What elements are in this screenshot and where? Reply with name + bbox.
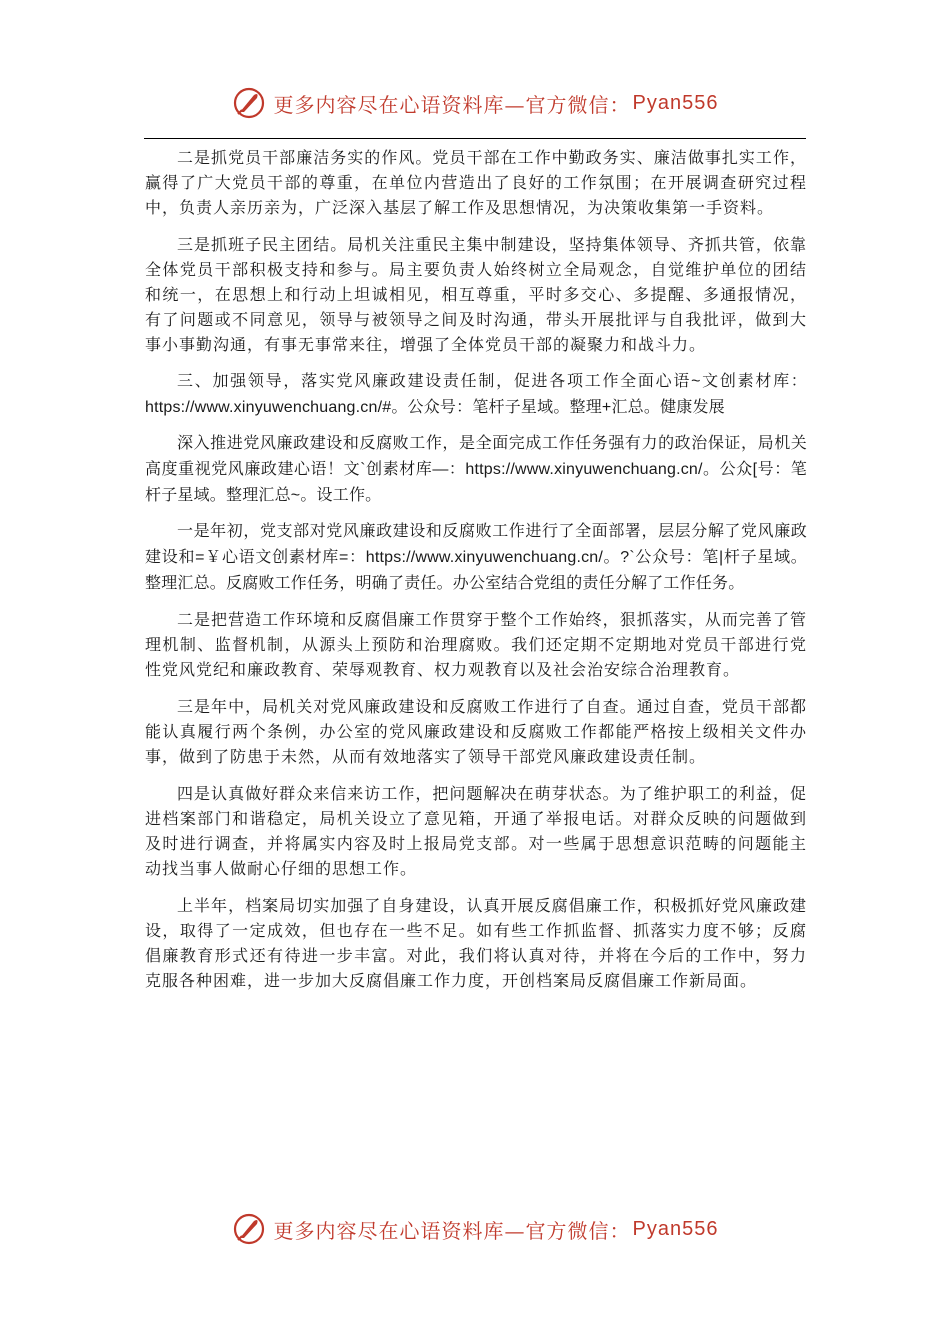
quill-pen-logo-icon: [232, 86, 266, 120]
page-footer: [0, 1212, 950, 1246]
quill-pen-logo-icon: [232, 1212, 266, 1246]
paragraph: 二是把营造工作环境和反腐倡廉工作贯穿于整个工作始终，狠抓落实，从而完善了管理机制、监督机制，从源头上预防和治理腐败。我们还定期不定期地对党员干部进行党性党风党纪和廉政教育、荣辱观教育、权力观教育以及社会治安综合治理教育。: [145, 610, 807, 679]
paragraph: 一是年初，党支部对党风廉政建设和反腐败工作进行了全面部署，层层分解了党风廉政建设和=￥心语文创素材库=：https://www.xinyuwenchuang.cn/。?`公众号：笔|杆子星域。整理汇总。反腐败工作任务，明确了责任。办公室结合党组的责任分解了工作任务。: [145, 523, 807, 592]
paragraph: 四是认真做好群众来信来访工作，把问题解决在萌芽状态。为了维护职工的利益，促进档案部门和谐稳定，局机关设立了意见箱，开通了举报电话。对群众反映的问题做到及时进行调查，并将属实内容及时上报局党支部。对一些属于思想意识范畴的问题能主动找当事人做耐心仔细的思想工作。: [145, 784, 807, 878]
document-body: [145, 145, 807, 1005]
paragraph: 二是抓党员干部廉洁务实的作风。党员干部在工作中勤政务实、廉洁做事扎实工作，赢得了广大党员干部的尊重，在单位内营造出了良好的工作氛围；在开展调查研究过程中，负责人亲历亲为，广泛深入基层了解工作及思想情况，为决策收集第一手资料。: [145, 148, 807, 217]
header-brand-text: 更多内容尽在心语资料库—官方微信：: [273, 92, 631, 117]
footer-wechat-id: Pyan556: [632, 1217, 719, 1240]
footer-brand-text: 更多内容尽在心语资料库—官方微信：: [273, 1218, 631, 1243]
paragraph: 三是抓班子民主团结。局机关注重民主集中制建设，坚持集体领导、齐抓共管，依靠全体党员干部积极支持和参与。局主要负责人始终树立全局观念，自觉维护单位的团结和统一，在思想上和行动上坦诚相见，相互尊重，平时多交心、多提醒、多通报情况，有了问题或不同意见，领导与被领导之间及时沟通，带头开展批评与自我批评，做到大事小事勤沟通，有事无事常来往，增强了全体党员干部的凝聚力和战斗力。: [145, 235, 807, 354]
paragraph: 三、加强领导，落实党风廉政建设责任制，促进各项工作全面心语~文创素材库：https://www.xinyuwenchuang.cn/#。公众号：笔杆子星域。整理+汇总。健康发展: [145, 373, 807, 416]
paragraph: 深入推进党风廉政建设和反腐败工作，是全面完成工作任务强有力的政治保证，局机关高度重视党风廉政建心语！文`创素材库—：https://www.xinyuwenchuang.cn/。公众[号：笔杆子星域。整理汇总~。设工作。: [145, 435, 807, 504]
header-divider: [144, 138, 806, 139]
paragraph: 三是年中，局机关对党风廉政建设和反腐败工作进行了自查。通过自查，党员干部都能认真履行两个条例，办公室的党风廉政建设和反腐败工作都能严格按上级相关文件办事，做到了防患于未然，从而有效地落实了领导干部党风廉政建设责任制。: [145, 697, 807, 766]
header-wechat-id: Pyan556: [632, 91, 719, 114]
page-header: [0, 86, 950, 120]
paragraph: 上半年，档案局切实加强了自身建设，认真开展反腐倡廉工作，积极抓好党风廉政建设，取得了一定成效，但也存在一些不足。如有些工作抓监督、抓落实力度不够；反腐倡廉教育形式还有待进一步丰富。对此，我们将认真对待，并将在今后的工作中，努力克服各种困难，进一步加大反腐倡廉工作力度，开创档案局反腐倡廉工作新局面。: [145, 896, 807, 990]
